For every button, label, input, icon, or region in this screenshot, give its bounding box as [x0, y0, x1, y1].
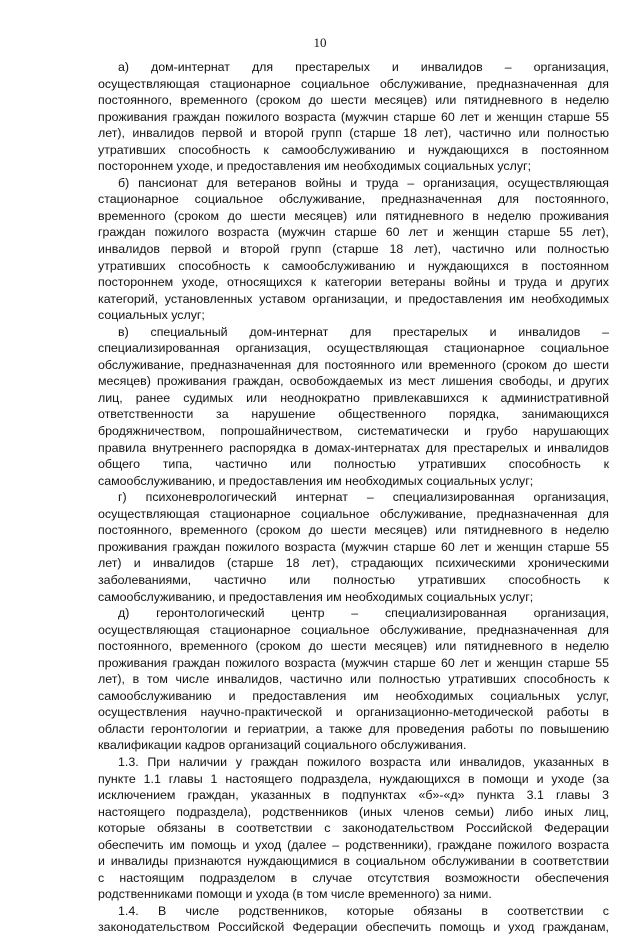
text-line: стационарное социальное обслуживание, предназначенная для постоянного,: [98, 192, 609, 207]
text-line: проживания граждан пожилого возраста (мужчин старше 60 лет и женщин старше 55: [98, 539, 609, 554]
text-line: лиц, ранее судимых или неоднократно привлекавшихся к административной: [98, 390, 609, 405]
text-line: г) психоневрологический интернат – специализированная организация,: [118, 490, 609, 505]
text-line: исключением граждан, указанных в подпунктах «б»-«д» пункта 3.1 главы 3: [98, 788, 609, 803]
text-line: заболеваниями, частично или полностью утративших способность к: [98, 572, 609, 587]
text-line: самообслуживанию, и предоставления им необходимых социальных услуг;: [98, 473, 534, 488]
document-body: [98, 59, 609, 936]
text-line: бродяжничеством, попрошайничеством, систематически и грубо нарушающих: [98, 424, 609, 439]
text-line: месяцев) проживания граждан, освобождаемых из мест лишения свободы, и других: [98, 374, 609, 389]
text-line: проживания граждан пожилого возраста (мужчин старше 60 лет и женщин старше 55: [98, 109, 609, 124]
text-line: правила внутреннего распорядка в домах-интернатах для престарелых и инвалидов: [98, 440, 609, 455]
text-line: 1.3. При наличии у граждан пожилого возраста или инвалидов, указанных в: [118, 754, 609, 769]
text-line: обслуживание, предназначенная для постоянного или временного (сроком до шести: [98, 357, 609, 372]
text-line: самообслуживанию и предоставления им необходимых социальных услуг,: [98, 688, 609, 703]
text-line: которые обязаны в соответствии с законодательством Российской Федерации: [98, 821, 609, 836]
paragraph-d: [98, 489, 609, 605]
text-line: постоянного, временного (сроком до шести месяцев) или пятидневного в неделю: [98, 93, 609, 108]
text-line: осуществляющая стационарное социальное обслуживание, предназначенная для: [98, 76, 609, 91]
text-line: осуществления научно-практической и организационно-методической работы в: [98, 705, 609, 720]
paragraph-a: [98, 59, 609, 175]
text-line: лет), в том числе инвалидов, частично или полностью утративших способность к: [98, 672, 609, 687]
text-line: осуществляющая стационарное социальное обслуживание, предназначенная для: [98, 622, 609, 637]
text-line: в) специальный дом-интернат для престарелых и инвалидов –: [118, 324, 609, 339]
text-line: проживания граждан пожилого возраста (мужчин старше 60 лет и женщин старше 55: [98, 655, 609, 670]
text-line: граждан пожилого возраста (мужчин старше 60 лет и женщин старше 55 лет),: [98, 225, 609, 240]
text-line: с настоящим подразделом в случае отсутствия возможности обеспечения: [98, 870, 609, 885]
text-line: временного (сроком до шести месяцев) или пятидневного в неделю проживания: [98, 208, 609, 223]
text-line: осуществляющая стационарное социальное обслуживание, предназначенная для: [98, 506, 609, 521]
text-line: общего типа, частично или полностью утративших способность к: [98, 457, 609, 472]
paragraph-b: [98, 175, 609, 324]
text-line: квалификации кадров организаций социального обслуживания.: [98, 738, 467, 753]
text-line: лет) и инвалидов (старше 18 лет), страдающих психическими хроническими: [98, 556, 609, 571]
paragraph-1-3: [98, 754, 609, 903]
text-line: д) геронтологический центр – специализированная организация,: [118, 606, 609, 621]
text-line: инвалидов первой и второй групп (старше 18 лет), частично или полностью: [98, 242, 609, 257]
text-line: утративших способность к самообслуживанию и нуждающихся в постоянном: [98, 258, 609, 273]
text-line: самообслуживанию, и предоставления им необходимых социальных услуг;: [98, 589, 534, 604]
text-line: 1.4. В числе родственников, которые обязаны в соответствии с: [118, 903, 609, 918]
text-line: постороннем уходе, и предоставления им необходимых социальных услуг;: [98, 159, 532, 174]
text-line: ответственности за нарушение общественного порядка, занимающихся: [98, 407, 609, 422]
paragraph-1-4: [98, 903, 609, 936]
text-line: пункте 1.1 главы 1 настоящего подраздела, нуждающихся в помощи и уходе (за: [98, 771, 609, 786]
paragraph-e: [98, 605, 609, 754]
text-line: законодательством Российской Федерации обеспечить помощь и уход гражданам,: [98, 920, 609, 935]
text-line: утративших способность к самообслуживанию и нуждающихся в постоянном: [98, 142, 609, 157]
text-line: настоящего подраздела), родственников (иных членов семьи) либо иных лиц,: [98, 804, 609, 819]
page-number: 10: [313, 35, 327, 50]
text-line: категорий, установленных уставом организации, и предоставления им необходимых: [98, 291, 609, 306]
text-line: а) дом-интернат для престарелых и инвалидов – организация,: [118, 60, 609, 74]
text-line: и инвалиды признаются нуждающимися в социальном обслуживании в соответствии: [98, 854, 609, 869]
text-line: области геронтологии и гериатрии, а также для проведения работы по повышению: [98, 721, 609, 736]
text-line: постороннем уходе, относящихся к категории ветераны войны и труда и других: [98, 275, 609, 290]
paragraph-c: [98, 324, 609, 489]
text-line: специализированная организация, осуществляющая стационарное социальное: [98, 341, 609, 356]
text-line: постоянного, временного (сроком до шести месяцев) или пятидневного в неделю: [98, 639, 609, 654]
text-line: социальных услуг;: [98, 308, 205, 323]
text-line: обеспечить им помощь и уход (далее – родственники), граждане пожилого возраста: [98, 837, 609, 852]
text-line: лет), инвалидов первой и второй групп (старше 18 лет), частично или полностью: [98, 126, 609, 141]
text-line: постоянного, временного (сроком до шести месяцев) или пятидневного в неделю: [98, 523, 609, 538]
text-line: б) пансионат для ветеранов войны и труда – организация, осуществляющая: [118, 175, 609, 190]
text-line: родственниками помощи и ухода (в том числе временного) за ними.: [98, 887, 492, 902]
